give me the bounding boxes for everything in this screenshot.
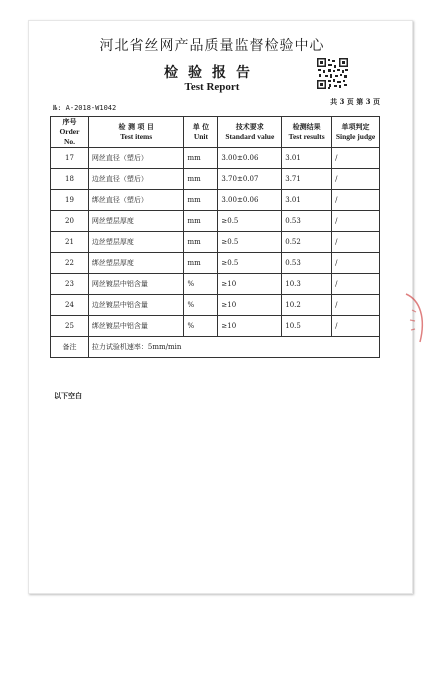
- column-header: 单项判定 Single judge: [332, 117, 380, 148]
- table-row: [51, 316, 380, 337]
- single-judge-cell: /: [332, 190, 380, 211]
- table-row: [51, 253, 380, 274]
- column-header: 检 测 项 目 Test items: [88, 117, 184, 148]
- standard-value-cell: 3.00±0.06: [218, 148, 282, 169]
- single-judge-cell: /: [332, 169, 380, 190]
- order-no-cell: 23: [51, 274, 89, 295]
- single-judge-cell: /: [332, 295, 380, 316]
- standard-value-cell: ≥10: [218, 274, 282, 295]
- table-row: [51, 232, 380, 253]
- standard-value-cell: ≥0.5: [218, 253, 282, 274]
- test-item-cell: 绑丝镀层中铝含量: [88, 316, 184, 337]
- remark-text: 拉力试验机速率：5mm/min: [88, 337, 379, 358]
- unit-cell: %: [184, 274, 218, 295]
- unit-cell: mm: [184, 232, 218, 253]
- test-result-cell: 3.71: [282, 169, 332, 190]
- test-item-cell: 绑丝塑层厚度: [88, 253, 184, 274]
- standard-value-cell: ≥0.5: [218, 232, 282, 253]
- institution-title: 河北省丝网产品质量监督检验中心: [99, 38, 325, 54]
- test-item-cell: 网丝塑层厚度: [88, 211, 184, 232]
- test-result-cell: 0.53: [282, 253, 332, 274]
- single-judge-cell: /: [332, 316, 380, 337]
- test-result-cell: 3.01: [282, 190, 332, 211]
- test-item-cell: 网丝直径（塑后）: [88, 148, 184, 169]
- unit-cell: mm: [184, 169, 218, 190]
- single-judge-cell: /: [332, 253, 380, 274]
- column-header: 单 位 Unit: [184, 117, 218, 148]
- test-item-cell: 边丝镀层中铝含量: [88, 295, 184, 316]
- seal-stamp-icon: [398, 290, 424, 350]
- unit-cell: mm: [184, 148, 218, 169]
- standard-value-cell: 3.70±0.07: [218, 169, 282, 190]
- single-judge-cell: /: [332, 148, 380, 169]
- column-header: 检测结果 Test results: [282, 117, 332, 148]
- remark-label: 备注: [51, 337, 89, 358]
- test-item-cell: 边丝直径（塑后）: [88, 169, 184, 190]
- test-results-table: [50, 116, 380, 358]
- report-title-en: Test Report: [184, 81, 240, 93]
- test-result-cell: 10.2: [282, 295, 332, 316]
- standard-value-cell: 3.00±0.06: [218, 190, 282, 211]
- order-no-cell: 19: [51, 190, 89, 211]
- order-no-cell: 24: [51, 295, 89, 316]
- test-item-cell: 边丝塑层厚度: [88, 232, 184, 253]
- table-row: [51, 295, 380, 316]
- single-judge-cell: /: [332, 232, 380, 253]
- test-result-cell: 0.52: [282, 232, 332, 253]
- standard-value-cell: ≥10: [218, 295, 282, 316]
- standard-value-cell: ≥10: [218, 316, 282, 337]
- test-result-cell: 10.5: [282, 316, 332, 337]
- unit-cell: mm: [184, 253, 218, 274]
- order-no-cell: 22: [51, 253, 89, 274]
- test-item-cell: 网丝镀层中铝含量: [88, 274, 184, 295]
- order-no-cell: 20: [51, 211, 89, 232]
- test-result-cell: 0.53: [282, 211, 332, 232]
- unit-cell: mm: [184, 211, 218, 232]
- test-result-cell: 3.01: [282, 148, 332, 169]
- table-row: [51, 211, 380, 232]
- single-judge-cell: /: [332, 274, 380, 295]
- single-judge-cell: /: [332, 211, 380, 232]
- table-row: [51, 148, 380, 169]
- qr-code-icon: [316, 57, 349, 90]
- table-row: [51, 274, 380, 295]
- page-indicator: 共 3 页 第 3 页: [330, 97, 380, 106]
- order-no-cell: 25: [51, 316, 89, 337]
- table-header-row: [51, 117, 380, 148]
- blank-below-note: 以下空白: [54, 391, 82, 400]
- table-row: [51, 190, 380, 211]
- remark-row: [51, 337, 380, 358]
- table-row: [51, 169, 380, 190]
- standard-value-cell: ≥0.5: [218, 211, 282, 232]
- test-result-cell: 10.3: [282, 274, 332, 295]
- unit-cell: %: [184, 316, 218, 337]
- column-header: 技术要求 Standard value: [218, 117, 282, 148]
- test-item-cell: 绑丝直径（塑后）: [88, 190, 184, 211]
- order-no-cell: 17: [51, 148, 89, 169]
- report-title-cn: 检验报告: [164, 65, 260, 81]
- order-no-cell: 18: [51, 169, 89, 190]
- unit-cell: mm: [184, 190, 218, 211]
- column-header: 序号 Order No.: [51, 117, 89, 148]
- unit-cell: %: [184, 295, 218, 316]
- report-number: №: A-2018-W1042: [53, 104, 117, 112]
- order-no-cell: 21: [51, 232, 89, 253]
